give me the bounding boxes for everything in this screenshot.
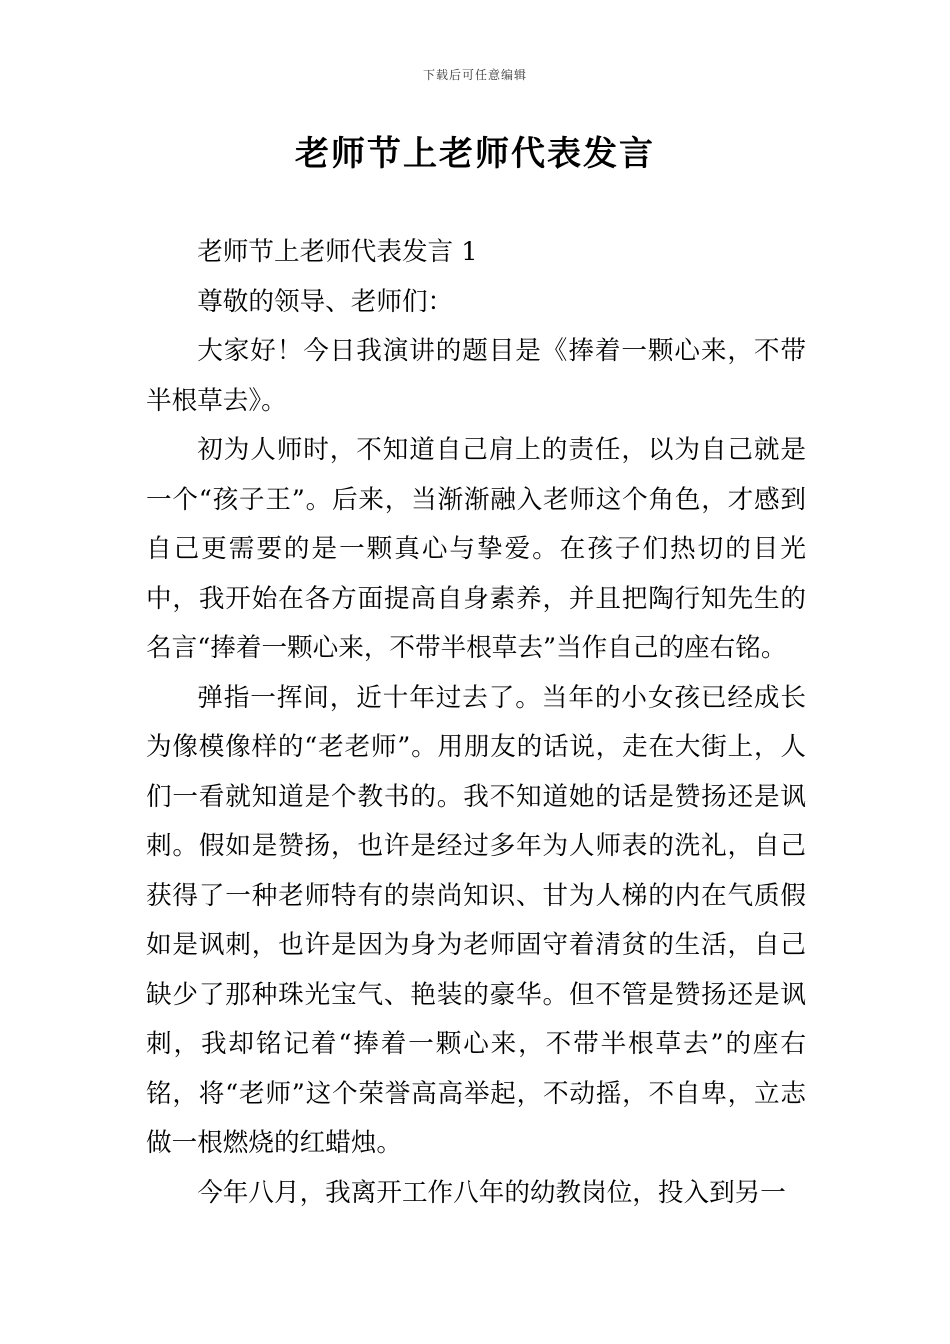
header-note: 下载后可任意编辑	[422, 68, 527, 82]
salutation: 尊敬的领导、老师们：	[197, 286, 454, 317]
paragraph: 初为人师时，不知道自己肩上的责任，以为自己就是一个“孩子王”。后来，当渐渐融入老师这个角色，才感到自己更需要的是一颗真心与挚爱。在孩子们热切的目光中，我开始在各方面提高自身素养，并且把陶行知先生的名言“捧着一颗心来，不带半根草去”当作自己的座右铭。	[146, 435, 806, 663]
section-heading: 老师节上老师代表发言 1	[197, 237, 478, 267]
paragraph: 弹指一挥间，近十年过去了。当年的小女孩已经成长为像模像样的“老老师”。用朋友的话说，走在大街上，人们一看就知道是个教书的。我不知道她的话是赞扬还是讽刺。假如是赞扬，也许是经过多年为人师表的洗礼，自己获得了一种老师特有的崇尚知识、甘为人梯的内在气质假如是讽刺，也许是因为身为老师固守着清贫的生活，自己缺少了那种珠光宝气、艳装的豪华。但不管是赞扬还是讽刺，我却铭记着“捧着一颗心来，不带半根草去”的座右铭，将“老师”这个荣誉高高举起，不动摇，不自卑，立志做一根燃烧的红蜡烛。	[146, 682, 806, 1158]
document-title: 老师节上老师代表发言	[295, 134, 655, 174]
document-body	[146, 228, 806, 1218]
paragraph: 今年八月，我离开工作八年的幼教岗位，投入到另一	[197, 1177, 786, 1208]
paragraph: 大家好！今日我演讲的题目是《捧着一颗心来，不带半根草去》。	[146, 336, 806, 416]
